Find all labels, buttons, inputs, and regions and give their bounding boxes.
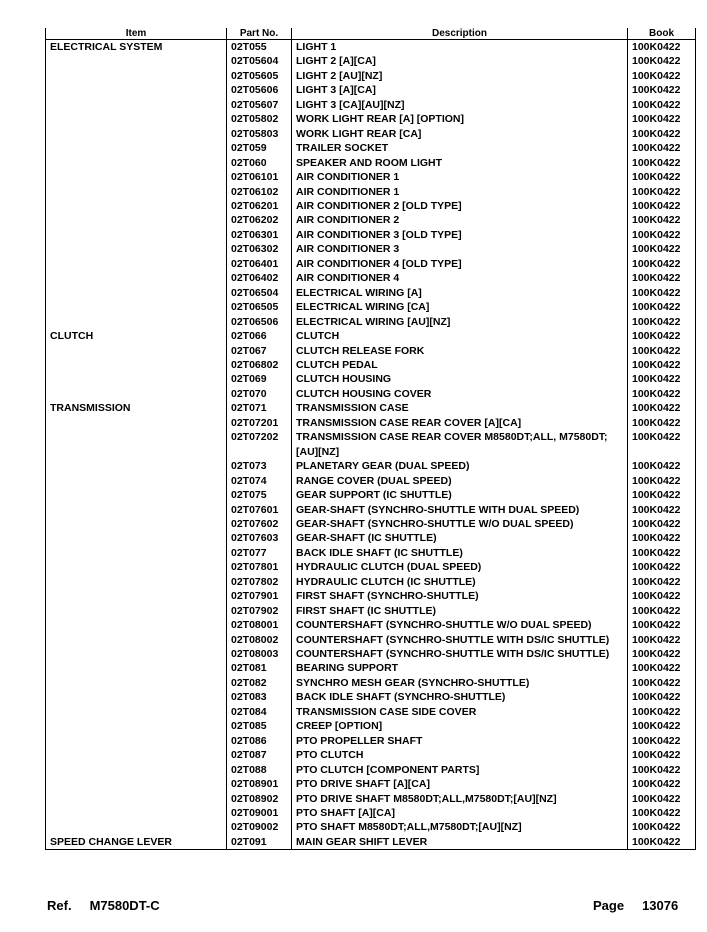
table-row xyxy=(46,734,696,748)
cell-part-no: 02T06102 xyxy=(227,185,292,199)
cell-description: TRANSMISSION CASE SIDE COVER xyxy=(292,705,628,719)
cell-description: HYDRAULIC CLUTCH (DUAL SPEED) xyxy=(292,560,628,574)
table-row xyxy=(46,315,696,329)
cell-book: 100K0422 xyxy=(628,835,696,850)
cell-description: COUNTERSHAFT (SYNCHRO-SHUTTLE W/O DUAL SPEED) xyxy=(292,618,628,632)
cell-description: PTO CLUTCH xyxy=(292,748,628,762)
cell-description: ELECTRICAL WIRING [CA] xyxy=(292,300,628,314)
cell-part-no: 02T08001 xyxy=(227,618,292,632)
cell-book: 100K0422 xyxy=(628,242,696,256)
cell-item xyxy=(46,517,227,531)
table-row xyxy=(46,604,696,618)
cell-book: 100K0422 xyxy=(628,806,696,820)
cell-description: COUNTERSHAFT (SYNCHRO-SHUTTLE WITH DS/IC SHUTTLE) xyxy=(292,647,628,661)
table-row xyxy=(46,474,696,488)
cell-item xyxy=(46,777,227,791)
cell-description: CREEP [OPTION] xyxy=(292,719,628,733)
cell-part-no: 02T08901 xyxy=(227,777,292,791)
cell-part-no: 02T082 xyxy=(227,676,292,690)
cell-description: PTO DRIVE SHAFT [A][CA] xyxy=(292,777,628,791)
cell-part-no: 02T07902 xyxy=(227,604,292,618)
table-row xyxy=(46,69,696,83)
cell-book: 100K0422 xyxy=(628,820,696,834)
cell-book: 100K0422 xyxy=(628,315,696,329)
cell-item xyxy=(46,228,227,242)
cell-part-no: 02T06101 xyxy=(227,170,292,184)
table-row xyxy=(46,372,696,386)
cell-description: SPEAKER AND ROOM LIGHT xyxy=(292,156,628,170)
cell-part-no: 02T087 xyxy=(227,748,292,762)
table-row xyxy=(46,127,696,141)
cell-part-no: 02T074 xyxy=(227,474,292,488)
cell-description: CLUTCH HOUSING xyxy=(292,372,628,386)
table-row xyxy=(46,531,696,545)
cell-description: CLUTCH xyxy=(292,329,628,343)
cell-book: 100K0422 xyxy=(628,141,696,155)
cell-description: MAIN GEAR SHIFT LEVER xyxy=(292,835,628,850)
table-row xyxy=(46,459,696,473)
cell-part-no: 02T069 xyxy=(227,372,292,386)
cell-part-no: 02T084 xyxy=(227,705,292,719)
cell-book: 100K0422 xyxy=(628,54,696,68)
cell-item xyxy=(46,604,227,618)
cell-description: AIR CONDITIONER 3 xyxy=(292,242,628,256)
cell-book: 100K0422 xyxy=(628,618,696,632)
cell-item xyxy=(46,300,227,314)
table-row xyxy=(46,416,696,430)
cell-part-no: 02T088 xyxy=(227,763,292,777)
cell-book: 100K0422 xyxy=(628,531,696,545)
cell-item: CLUTCH xyxy=(46,329,227,343)
cell-item xyxy=(46,358,227,372)
cell-book: 100K0422 xyxy=(628,358,696,372)
cell-part-no: 02T085 xyxy=(227,719,292,733)
cell-item xyxy=(46,503,227,517)
cell-book: 100K0422 xyxy=(628,560,696,574)
parts-table xyxy=(45,28,696,850)
cell-description: GEAR SUPPORT (IC SHUTTLE) xyxy=(292,488,628,502)
cell-description: TRAILER SOCKET xyxy=(292,141,628,155)
cell-description: WORK LIGHT REAR [A] [OPTION] xyxy=(292,112,628,126)
cell-item xyxy=(46,763,227,777)
cell-part-no: 02T066 xyxy=(227,329,292,343)
cell-book: 100K0422 xyxy=(628,517,696,531)
cell-book: 100K0422 xyxy=(628,676,696,690)
cell-item xyxy=(46,806,227,820)
table-row xyxy=(46,719,696,733)
cell-item xyxy=(46,127,227,141)
cell-item: ELECTRICAL SYSTEM xyxy=(46,40,227,55)
cell-part-no: 02T06302 xyxy=(227,242,292,256)
cell-description: PTO SHAFT M8580DT;ALL,M7580DT;[AU][NZ] xyxy=(292,820,628,834)
cell-description: ELECTRICAL WIRING [A] xyxy=(292,286,628,300)
table-row xyxy=(46,430,696,459)
table-row xyxy=(46,387,696,401)
cell-item xyxy=(46,271,227,285)
table-row xyxy=(46,156,696,170)
cell-description: LIGHT 3 [CA][AU][NZ] xyxy=(292,98,628,112)
cell-book: 100K0422 xyxy=(628,705,696,719)
cell-description: RANGE COVER (DUAL SPEED) xyxy=(292,474,628,488)
cell-book: 100K0422 xyxy=(628,156,696,170)
cell-part-no: 02T05607 xyxy=(227,98,292,112)
table-row xyxy=(46,748,696,762)
cell-part-no: 02T07603 xyxy=(227,531,292,545)
cell-description: TRANSMISSION CASE REAR COVER M8580DT;ALL, M7580DT;[AU][NZ] xyxy=(292,430,628,459)
cell-description: CLUTCH PEDAL xyxy=(292,358,628,372)
table-row xyxy=(46,40,696,55)
cell-description: GEAR-SHAFT (SYNCHRO-SHUTTLE W/O DUAL SPEED) xyxy=(292,517,628,531)
cell-item xyxy=(46,430,227,459)
cell-book: 100K0422 xyxy=(628,83,696,97)
cell-description: AIR CONDITIONER 4 [OLD TYPE] xyxy=(292,257,628,271)
cell-part-no: 02T08902 xyxy=(227,792,292,806)
cell-part-no: 02T05604 xyxy=(227,54,292,68)
cell-item xyxy=(46,54,227,68)
table-row xyxy=(46,141,696,155)
cell-item xyxy=(46,820,227,834)
cell-book: 100K0422 xyxy=(628,401,696,415)
footer-page xyxy=(593,898,678,913)
cell-description: BEARING SUPPORT xyxy=(292,661,628,675)
cell-book: 100K0422 xyxy=(628,416,696,430)
cell-item xyxy=(46,112,227,126)
table-row xyxy=(46,647,696,661)
cell-item xyxy=(46,286,227,300)
cell-book: 100K0422 xyxy=(628,257,696,271)
cell-description: TRANSMISSION CASE REAR COVER [A][CA] xyxy=(292,416,628,430)
cell-part-no: 02T05802 xyxy=(227,112,292,126)
table-row xyxy=(46,185,696,199)
cell-book: 100K0422 xyxy=(628,185,696,199)
cell-part-no: 02T06504 xyxy=(227,286,292,300)
cell-part-no: 02T07901 xyxy=(227,589,292,603)
header-item: Item xyxy=(46,28,227,40)
cell-description: COUNTERSHAFT (SYNCHRO-SHUTTLE WITH DS/IC SHUTTLE) xyxy=(292,633,628,647)
cell-item xyxy=(46,387,227,401)
cell-description: HYDRAULIC CLUTCH (IC SHUTTLE) xyxy=(292,575,628,589)
cell-item xyxy=(46,185,227,199)
cell-book: 100K0422 xyxy=(628,488,696,502)
cell-description: PTO CLUTCH [COMPONENT PARTS] xyxy=(292,763,628,777)
cell-item xyxy=(46,531,227,545)
table-row xyxy=(46,560,696,574)
cell-book: 100K0422 xyxy=(628,503,696,517)
table-row xyxy=(46,401,696,415)
cell-part-no: 02T07601 xyxy=(227,503,292,517)
cell-part-no: 02T077 xyxy=(227,546,292,560)
cell-item xyxy=(46,719,227,733)
cell-book: 100K0422 xyxy=(628,459,696,473)
table-row xyxy=(46,257,696,271)
header-row xyxy=(46,28,696,40)
cell-book: 100K0422 xyxy=(628,748,696,762)
cell-description: BACK IDLE SHAFT (SYNCHRO-SHUTTLE) xyxy=(292,690,628,704)
cell-book: 100K0422 xyxy=(628,661,696,675)
cell-item xyxy=(46,647,227,661)
cell-item: TRANSMISSION xyxy=(46,401,227,415)
cell-item xyxy=(46,705,227,719)
cell-item xyxy=(46,676,227,690)
cell-part-no: 02T091 xyxy=(227,835,292,850)
cell-part-no: 02T060 xyxy=(227,156,292,170)
footer-reference xyxy=(47,898,160,913)
table-row xyxy=(46,286,696,300)
cell-item xyxy=(46,560,227,574)
table-row xyxy=(46,690,696,704)
cell-description: WORK LIGHT REAR [CA] xyxy=(292,127,628,141)
cell-description: GEAR-SHAFT (SYNCHRO-SHUTTLE WITH DUAL SPEED) xyxy=(292,503,628,517)
cell-book: 100K0422 xyxy=(628,199,696,213)
table-row xyxy=(46,777,696,791)
cell-item: SPEED CHANGE LEVER xyxy=(46,835,227,850)
table-row xyxy=(46,820,696,834)
cell-part-no: 02T06802 xyxy=(227,358,292,372)
cell-part-no: 02T07201 xyxy=(227,416,292,430)
cell-item xyxy=(46,372,227,386)
table-row xyxy=(46,503,696,517)
header-book: Book xyxy=(628,28,696,40)
cell-description: LIGHT 2 [A][CA] xyxy=(292,54,628,68)
table-row xyxy=(46,589,696,603)
cell-item xyxy=(46,170,227,184)
cell-item xyxy=(46,589,227,603)
table-row xyxy=(46,661,696,675)
cell-description: AIR CONDITIONER 1 xyxy=(292,185,628,199)
cell-item xyxy=(46,575,227,589)
cell-part-no: 02T083 xyxy=(227,690,292,704)
table-row xyxy=(46,705,696,719)
cell-book: 100K0422 xyxy=(628,604,696,618)
cell-part-no: 02T06402 xyxy=(227,271,292,285)
cell-item xyxy=(46,315,227,329)
table-row xyxy=(46,83,696,97)
cell-description: AIR CONDITIONER 3 [OLD TYPE] xyxy=(292,228,628,242)
cell-item xyxy=(46,690,227,704)
cell-book: 100K0422 xyxy=(628,40,696,55)
cell-item xyxy=(46,257,227,271)
cell-book: 100K0422 xyxy=(628,763,696,777)
cell-book: 100K0422 xyxy=(628,271,696,285)
cell-description: AIR CONDITIONER 1 xyxy=(292,170,628,184)
table-row xyxy=(46,344,696,358)
table-row xyxy=(46,546,696,560)
table-row xyxy=(46,806,696,820)
table-row xyxy=(46,358,696,372)
cell-book: 100K0422 xyxy=(628,633,696,647)
cell-part-no: 02T081 xyxy=(227,661,292,675)
cell-part-no: 02T06202 xyxy=(227,213,292,227)
cell-book: 100K0422 xyxy=(628,387,696,401)
header-part-no: Part No. xyxy=(227,28,292,40)
cell-book: 100K0422 xyxy=(628,112,696,126)
header-description: Description xyxy=(292,28,628,40)
cell-book: 100K0422 xyxy=(628,474,696,488)
table-row xyxy=(46,300,696,314)
table-row xyxy=(46,242,696,256)
cell-book: 100K0422 xyxy=(628,170,696,184)
cell-book: 100K0422 xyxy=(628,127,696,141)
cell-item xyxy=(46,156,227,170)
cell-description: PTO DRIVE SHAFT M8580DT;ALL,M7580DT;[AU][NZ] xyxy=(292,792,628,806)
cell-part-no: 02T09001 xyxy=(227,806,292,820)
cell-description: PTO PROPELLER SHAFT xyxy=(292,734,628,748)
cell-part-no: 02T067 xyxy=(227,344,292,358)
cell-description: AIR CONDITIONER 4 xyxy=(292,271,628,285)
cell-part-no: 02T06301 xyxy=(227,228,292,242)
cell-description: SYNCHRO MESH GEAR (SYNCHRO-SHUTTLE) xyxy=(292,676,628,690)
cell-part-no: 02T06401 xyxy=(227,257,292,271)
cell-book: 100K0422 xyxy=(628,213,696,227)
table-row xyxy=(46,633,696,647)
cell-book: 100K0422 xyxy=(628,430,696,459)
cell-item xyxy=(46,83,227,97)
table-row xyxy=(46,112,696,126)
cell-book: 100K0422 xyxy=(628,734,696,748)
cell-item xyxy=(46,792,227,806)
cell-description: CLUTCH HOUSING COVER xyxy=(292,387,628,401)
table-row xyxy=(46,170,696,184)
cell-book: 100K0422 xyxy=(628,777,696,791)
cell-description: CLUTCH RELEASE FORK xyxy=(292,344,628,358)
cell-book: 100K0422 xyxy=(628,690,696,704)
cell-description: PTO SHAFT [A][CA] xyxy=(292,806,628,820)
cell-book: 100K0422 xyxy=(628,546,696,560)
table-row xyxy=(46,488,696,502)
cell-description: ELECTRICAL WIRING [AU][NZ] xyxy=(292,315,628,329)
cell-item xyxy=(46,474,227,488)
cell-description: FIRST SHAFT (IC SHUTTLE) xyxy=(292,604,628,618)
cell-part-no: 02T075 xyxy=(227,488,292,502)
cell-item xyxy=(46,242,227,256)
table-row xyxy=(46,98,696,112)
cell-item xyxy=(46,748,227,762)
cell-book: 100K0422 xyxy=(628,228,696,242)
table-row xyxy=(46,517,696,531)
table-body xyxy=(46,40,696,850)
cell-part-no: 02T05605 xyxy=(227,69,292,83)
cell-part-no: 02T07602 xyxy=(227,517,292,531)
cell-item xyxy=(46,661,227,675)
cell-description: PLANETARY GEAR (DUAL SPEED) xyxy=(292,459,628,473)
cell-part-no: 02T09002 xyxy=(227,820,292,834)
cell-item xyxy=(46,633,227,647)
cell-part-no: 02T05606 xyxy=(227,83,292,97)
cell-item xyxy=(46,546,227,560)
cell-part-no: 02T07202 xyxy=(227,430,292,459)
cell-part-no: 02T06201 xyxy=(227,199,292,213)
table-row xyxy=(46,329,696,343)
cell-item xyxy=(46,618,227,632)
cell-book: 100K0422 xyxy=(628,344,696,358)
cell-description: LIGHT 2 [AU][NZ] xyxy=(292,69,628,83)
cell-book: 100K0422 xyxy=(628,300,696,314)
cell-part-no: 02T06505 xyxy=(227,300,292,314)
cell-description: FIRST SHAFT (SYNCHRO-SHUTTLE) xyxy=(292,589,628,603)
cell-book: 100K0422 xyxy=(628,69,696,83)
cell-item xyxy=(46,459,227,473)
cell-item xyxy=(46,141,227,155)
cell-part-no: 02T05803 xyxy=(227,127,292,141)
table-row xyxy=(46,763,696,777)
cell-description: BACK IDLE SHAFT (IC SHUTTLE) xyxy=(292,546,628,560)
table-row xyxy=(46,54,696,68)
cell-book: 100K0422 xyxy=(628,329,696,343)
cell-part-no: 02T086 xyxy=(227,734,292,748)
model-code: M7580DT-C xyxy=(89,898,160,913)
ref-label: Ref. xyxy=(47,898,72,913)
table-row xyxy=(46,213,696,227)
cell-part-no: 02T06506 xyxy=(227,315,292,329)
cell-book: 100K0422 xyxy=(628,647,696,661)
cell-part-no: 02T071 xyxy=(227,401,292,415)
cell-description: AIR CONDITIONER 2 [OLD TYPE] xyxy=(292,199,628,213)
cell-description: TRANSMISSION CASE xyxy=(292,401,628,415)
cell-book: 100K0422 xyxy=(628,372,696,386)
cell-item xyxy=(46,416,227,430)
table-row xyxy=(46,835,696,850)
cell-item xyxy=(46,199,227,213)
cell-book: 100K0422 xyxy=(628,98,696,112)
cell-part-no: 02T08003 xyxy=(227,647,292,661)
cell-book: 100K0422 xyxy=(628,286,696,300)
cell-book: 100K0422 xyxy=(628,719,696,733)
cell-description: LIGHT 3 [A][CA] xyxy=(292,83,628,97)
page-number: 13076 xyxy=(642,898,679,913)
cell-item xyxy=(46,488,227,502)
cell-description: LIGHT 1 xyxy=(292,40,628,55)
cell-description: AIR CONDITIONER 2 xyxy=(292,213,628,227)
cell-item xyxy=(46,344,227,358)
table-row xyxy=(46,676,696,690)
cell-part-no: 02T073 xyxy=(227,459,292,473)
cell-item xyxy=(46,69,227,83)
table-row xyxy=(46,228,696,242)
cell-item xyxy=(46,213,227,227)
cell-item xyxy=(46,98,227,112)
cell-description: GEAR-SHAFT (IC SHUTTLE) xyxy=(292,531,628,545)
table-row xyxy=(46,792,696,806)
table-row xyxy=(46,575,696,589)
cell-book: 100K0422 xyxy=(628,575,696,589)
cell-item xyxy=(46,734,227,748)
cell-part-no: 02T059 xyxy=(227,141,292,155)
table-row xyxy=(46,271,696,285)
cell-part-no: 02T07802 xyxy=(227,575,292,589)
cell-part-no: 02T055 xyxy=(227,40,292,55)
cell-book: 100K0422 xyxy=(628,589,696,603)
cell-book: 100K0422 xyxy=(628,792,696,806)
table-row xyxy=(46,199,696,213)
table-row xyxy=(46,618,696,632)
cell-part-no: 02T070 xyxy=(227,387,292,401)
page-label: Page xyxy=(593,898,625,913)
cell-part-no: 02T08002 xyxy=(227,633,292,647)
cell-part-no: 02T07801 xyxy=(227,560,292,574)
